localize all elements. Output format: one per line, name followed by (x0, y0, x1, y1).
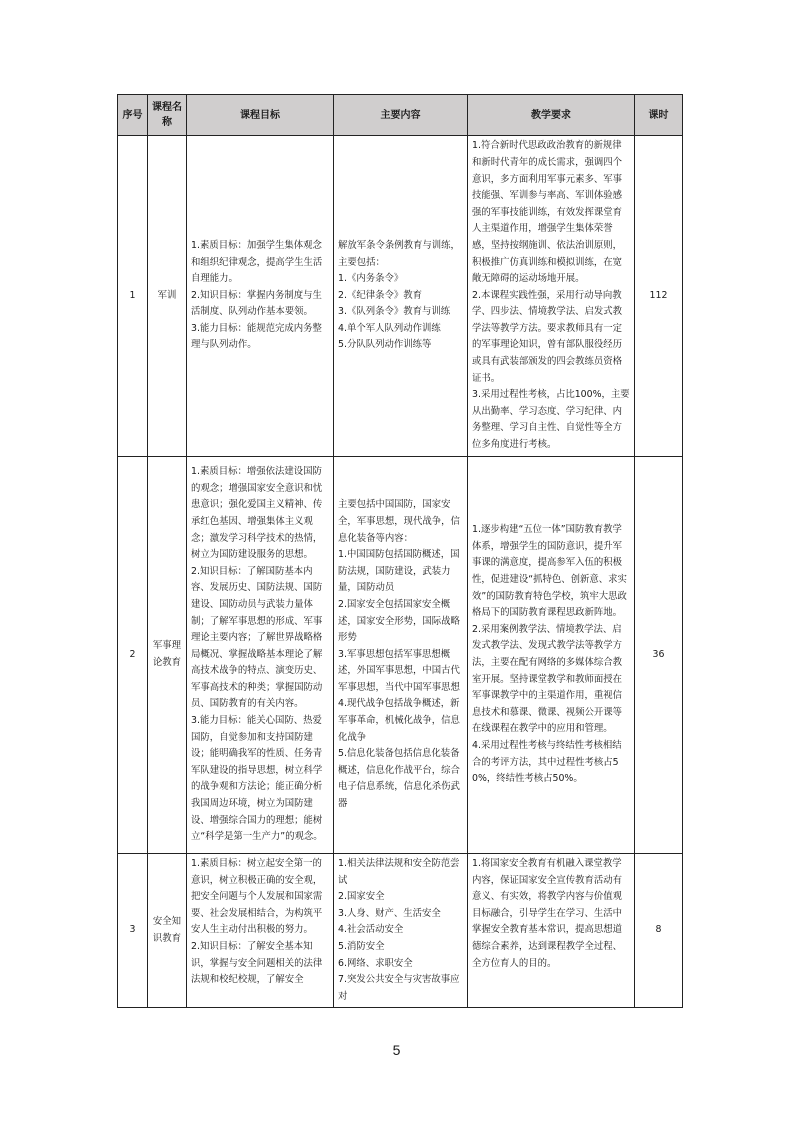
row-content (334, 457, 468, 854)
row-requirements (468, 136, 635, 457)
content-paragraph: 6.网络、求职安全 (338, 957, 413, 969)
content-paragraph: 解放军条令条例教育与训练，主要包括： (338, 239, 460, 268)
requirement-paragraph: 1.符合新时代思政政治教育的新规律和新时代青年的成长需求，强调四个意识，多方面利用军事元素多、军事技能强、军训参与率高、军训体验感强的军事技能训练，有效发挥课堂育人主渠道作用，增强学生集体荣誉感，坚持按纲施训、依法治训原则，积极推广仿真训练和模拟训练，在宽敞无障碍的运动场地开展。 (472, 140, 623, 285)
content-paragraph: 3.军事思想包括军事思想概述，外国军事思想，中国古代军事思想，当代中国军事思想 (338, 648, 460, 693)
header-hours: 课时 (635, 95, 683, 136)
row-course-name: 军事理论教育 (148, 457, 187, 854)
table-row (118, 457, 683, 854)
row-requirements (468, 854, 635, 1008)
content-paragraph: 1.相关法律法规和安全防范尝试 (338, 858, 460, 886)
content-paragraph: 3.人身、财产、生活安全 (338, 907, 441, 919)
content-paragraph: 2.国家安全包括国家安全概述，国家安全形势，国际战略形势 (338, 598, 460, 644)
row-course-name: 军训 (148, 136, 187, 457)
content-paragraph: 4.社会活动安全 (338, 924, 404, 936)
header-no: 序号 (118, 95, 148, 136)
goal-paragraph: 2.知识目标：了解安全基本知识，掌握与安全问题相关的法律法规和校纪校规，了解安全 (191, 940, 323, 986)
content-paragraph: 4.现代战争包括战争概述，新军事革命，机械化战争，信息化战争 (338, 698, 460, 743)
content-paragraph: 主要包括中国国防，国家安全，军事思想，现代战争，信息化装备等内容： (338, 499, 460, 544)
row-goals (187, 854, 334, 1008)
table-row (118, 136, 683, 457)
goal-paragraph: 1.素质目标：增强依法建设国防的观念；增强国家安全意识和忧患意识；强化爱国主义精神、传承红色基因、增强集体主义观念；激发学习科学技术的热情，树立为国防建设服务的思想。 (191, 466, 323, 561)
row-course-name: 安全知识教育 (148, 854, 187, 1008)
curriculum-table (117, 94, 683, 1008)
header-course-name: 课程名称 (148, 95, 187, 136)
requirement-paragraph: 4.采用过程性考核与终结性考核相结合的考评方法，其中过程性考核占50%，终结性考核占50%。 (472, 739, 622, 785)
content-paragraph: 5.分队队列动作训练等 (338, 339, 432, 351)
row-requirements (468, 457, 635, 854)
content-paragraph: 1.中国国防包括国防概述，国防法规，国防建设，武装力量，国防动员 (338, 549, 460, 594)
requirement-paragraph: 3.采用过程性考核，占比100%，主要从出勤率、学习态度、学习纪律、内务整理、学习自主性、自觉性等全方位多角度进行考核。 (472, 389, 630, 451)
requirement-paragraph: 2.本课程实践性强，采用行动导向教学、四步法、情境教学法、启发式教学法等教学方法。要求教师具有一定的军事理论知识，曾有部队服役经历或具有武装部颁发的四会教练员资格证书。 (472, 289, 623, 384)
header-main-content: 主要内容 (334, 95, 468, 136)
row-content (334, 854, 468, 1008)
row-hours: 36 (635, 457, 683, 854)
content-paragraph: 2.国家安全 (338, 891, 385, 903)
requirement-paragraph: 1.将国家安全教育有机融入课堂教学内容，保证国家安全宣传教育活动有意义、有实效，将教学内容与价值观目标融合，引导学生在学习、生活中掌握安全教育基本常识，提高思想道德综合素养，达到课程教学全过程、全方位育人的目的。 (472, 858, 623, 969)
page-number: 5 (392, 1042, 401, 1058)
goal-paragraph: 3.能力目标：能关心国防、热爱国防，自觉参加和支持国防建设；能明确我军的性质、任务青军队建设的指导思想，树立科学的战争观和方法论；能正确分析我国周边环境，树立为国防建设、增强综合国力的理想；能树立“科学是第一生产力”的观念。 (191, 715, 323, 843)
goal-paragraph: 2.知识目标：掌握内务制度与生活制度、队列动作基本要领。 (191, 289, 322, 318)
goal-paragraph: 1.素质目标：树立起安全第一的意识，树立积极正确的安全观，把安全问题与个人发展和国家需要、社会发展相结合，为构筑平安人生主动付出积极的努力。 (191, 858, 323, 936)
table-row (118, 854, 683, 1008)
header-course-goals: 课程目标 (187, 95, 334, 136)
row-goals (187, 136, 334, 457)
row-goals (187, 457, 334, 854)
content-paragraph: 2.《纪律条令》教育 (338, 289, 422, 301)
goal-paragraph: 1.素质目标：加强学生集体观念和组织纪律观念，提高学生生活自理能力。 (191, 239, 323, 285)
header-teaching-requirements: 教学要求 (468, 95, 635, 136)
row-no: 1 (118, 136, 148, 457)
row-hours: 8 (635, 854, 683, 1008)
row-content (334, 136, 468, 457)
requirement-paragraph: 2.采用案例教学法、情境教学法、启发式教学法、发现式教学法等教学方法，主要在配有网络的多媒体综合教室开展。坚持课堂教学和教师面授在军事课教学中的主渠道作用，重视信息技术和慕课、微课、视频公开课等在线课程在教学中的应用和管理。 (472, 623, 623, 735)
requirement-paragraph: 1.逐步构建“五位一体”国防教育教学体系，增强学生的国防意识，提升军事课的满意度，提高参军入伍的积极性，促进建设“抓特色、创新意、求实效”的国防教育特色学校，筑牢大思政格局下的国防教育课程思政新阵地。 (472, 524, 627, 619)
content-paragraph: 5.信息化装备包括信息化装备概述，信息化作战平台，综合电子信息系统，信息化杀伤武器 (338, 748, 460, 810)
goal-paragraph: 2.知识目标：了解国防基本内容、发展历史、国防法规、国防建设、国防动员与武装力量体制；了解军事思想的形成、军事理论主要内容；了解世界战略格局概况、掌握战略基本理论了解高技术战争的特点、演变历史、军事高技术的种类；掌握国防动员、国防教育的有关内容。 (191, 565, 323, 710)
content-paragraph: 5.消防安全 (338, 940, 385, 952)
content-paragraph: 7.突发公共安全与灾害故事应对 (338, 974, 460, 1002)
row-no: 2 (118, 457, 148, 854)
content-paragraph: 3.《队列条令》教育与训练 (338, 306, 451, 318)
content-paragraph: 1.《内务条令》 (338, 273, 404, 285)
goal-paragraph: 3.能力目标：能规范完成内务整理与队列动作。 (191, 322, 322, 351)
row-hours: 112 (635, 136, 683, 457)
row-no: 3 (118, 854, 148, 1008)
table-header-row (118, 95, 683, 136)
content-paragraph: 4.单个军人队列动作训练 (338, 322, 441, 334)
